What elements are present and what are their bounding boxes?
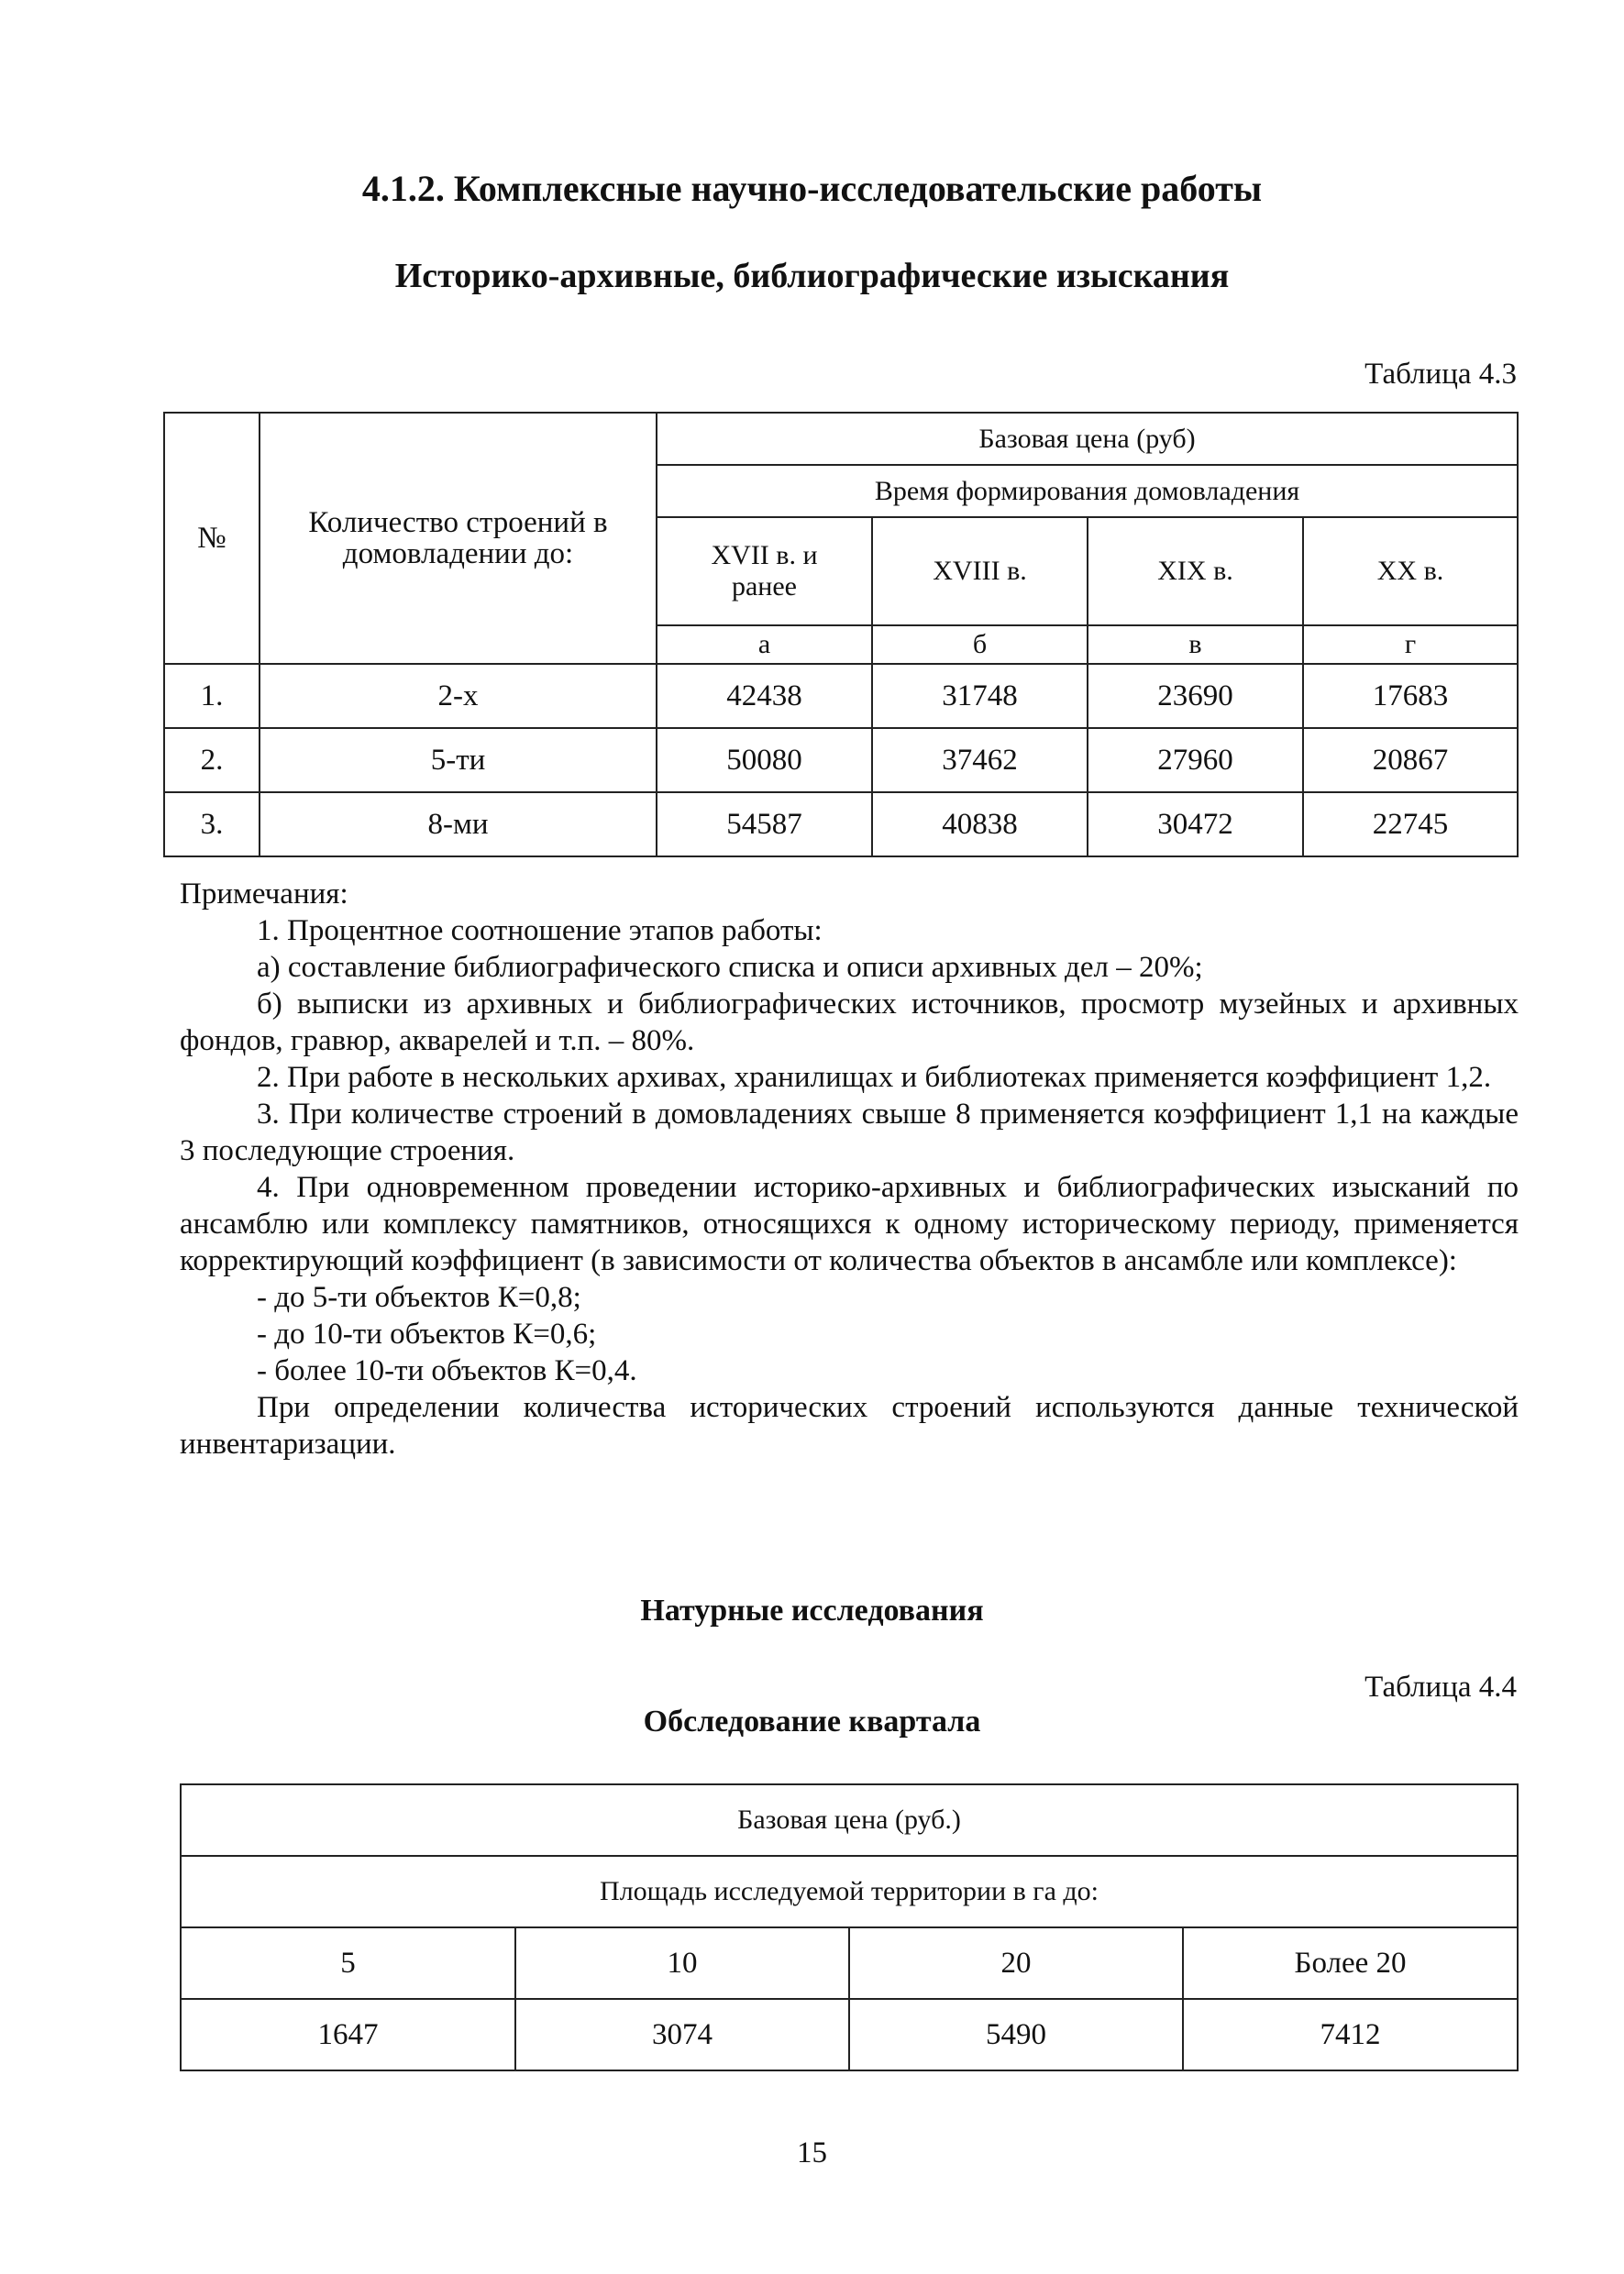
notes-title: Примечания: [180, 878, 348, 911]
letter-cell: б [872, 625, 1088, 664]
price-cell: 7412 [1183, 1999, 1518, 2070]
price-cell: 17683 [1303, 664, 1518, 728]
note-1a: а) составление библиографического списка и описи архивных дел – 20%; [257, 951, 1203, 984]
row-no: 3. [164, 792, 260, 856]
period-header: Время формирования домовладения [657, 465, 1518, 517]
price-cell: 1647 [181, 1999, 515, 2070]
price-cell: 27960 [1088, 728, 1303, 792]
col-header-count: Количество строений в домовладении до: [260, 413, 657, 664]
letter-cell: а [657, 625, 872, 664]
note-1: 1. Процентное соотношение этапов работы: [257, 914, 823, 947]
row-no: 1. [164, 664, 260, 728]
row-no: 2. [164, 728, 260, 792]
price-cell: 50080 [657, 728, 872, 792]
row-count: 2-х [260, 664, 657, 728]
period-header-cell: XVII в. и ранее [657, 517, 872, 625]
area-cell: 5 [181, 1927, 515, 1999]
price-cell: 23690 [1088, 664, 1303, 728]
price-cell: 54587 [657, 792, 872, 856]
table1-caption: Таблица 4.3 [1364, 358, 1517, 391]
coef-1: - до 5-ти объектов К=0,8; [257, 1281, 581, 1314]
letter-cell: г [1303, 625, 1518, 664]
period-header-cell: XX в. [1303, 517, 1518, 625]
base-price-header: Базовая цена (руб) [657, 413, 1518, 465]
main-heading: 4.1.2. Комплексные научно-исследовательские работы [361, 168, 1263, 209]
notes-block [180, 876, 1519, 1463]
table-row [164, 792, 1518, 856]
area-cell: 20 [849, 1927, 1183, 1999]
price-cell: 42438 [657, 664, 872, 728]
table-row [181, 1999, 1518, 2070]
period-header-cell: XIX в. [1088, 517, 1303, 625]
price-cell: 37462 [872, 728, 1088, 792]
table2-title: Обследование квартала [643, 1705, 981, 1739]
area-header: Площадь исследуемой территории в га до: [181, 1856, 1518, 1927]
coef-3: - более 10-ти объектов К=0,4. [257, 1354, 637, 1387]
note-3: 3. При количестве строений в домовладениях свыше 8 применяется коэффициент 1,1 на каждые 3 последующие строения. [180, 1098, 1519, 1167]
note-final: При определении количества исторических строений используются данные технической инвентаризации. [180, 1391, 1519, 1461]
row-count: 5-ти [260, 728, 657, 792]
row-count: 8-ми [260, 792, 657, 856]
note-1b: б) выписки из архивных и библиографических источников, просмотр музейных и архивных фондов, гравюр, акварелей и т.п. – 80%. [180, 988, 1519, 1057]
period-header-cell: XVIII в. [872, 517, 1088, 625]
area-cell: 10 [515, 1927, 849, 1999]
table2-caption: Таблица 4.4 [1364, 1671, 1517, 1704]
price-cell: 40838 [872, 792, 1088, 856]
table-row [164, 728, 1518, 792]
price-cell: 22745 [1303, 792, 1518, 856]
note-2: 2. При работе в нескольких архивах, хранилищах и библиотеках применяется коэффициент 1,2. [257, 1061, 1492, 1094]
col-header-no: № [164, 413, 260, 664]
price-cell: 5490 [849, 1999, 1183, 2070]
coef-2: - до 10-ти объектов К=0,6; [257, 1318, 597, 1351]
table-row [164, 664, 1518, 728]
section2-heading: Натурные исследования [640, 1594, 984, 1628]
note-4: 4. При одновременном проведении историко-архивных и библиографических изысканий по ансамблю или комплексу памятников, относящихся к одному историческому периоду, применяется корректирующий коэффициент (в зависимости от количества объектов в ансамбле или комплексе): [180, 1171, 1519, 1277]
table-4-4 [180, 1783, 1519, 2071]
table-4-3 [163, 412, 1519, 857]
base-price-header: Базовая цена (руб.) [181, 1784, 1518, 1856]
area-cell: Более 20 [1183, 1927, 1518, 1999]
price-cell: 30472 [1088, 792, 1303, 856]
price-cell: 31748 [872, 664, 1088, 728]
table-row [181, 1927, 1518, 1999]
sub-heading: Историко-архивные, библиографические изыскания [394, 257, 1230, 295]
price-cell: 20867 [1303, 728, 1518, 792]
page-number: 15 [797, 2136, 827, 2169]
price-cell: 3074 [515, 1999, 849, 2070]
letter-cell: в [1088, 625, 1303, 664]
